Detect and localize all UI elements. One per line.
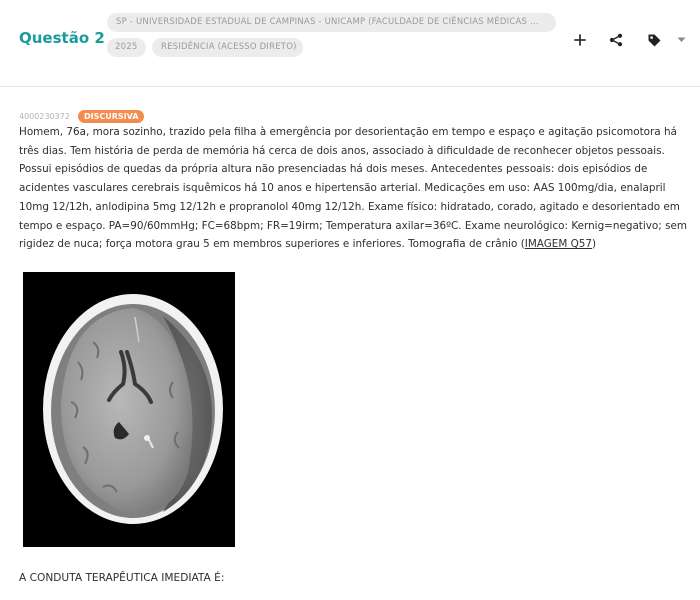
more-options-button[interactable] [671, 30, 691, 50]
share-button[interactable] [606, 30, 626, 50]
ct-scan-image[interactable] [23, 272, 235, 547]
question-header [0, 0, 700, 87]
share-icon [609, 33, 623, 47]
add-button[interactable] [570, 30, 590, 50]
statement-text: Homem, 76a, mora sozinho, trazido pela filha à emergência por desorientação em tempo e espaço e agitação psicomotora há três dias. Tem história de perda de memória há cerca de dois anos, associado à dificuldade de reconhecer objetos pessoais. Possui episódios de quedas da própria altura não presenciadas há dois meses. Antecedentes pessoais: dois episódios de acidentes vasculares cerebrais isquêmicos há 10 anos e hipertensão arterial. Medicações em uso: AAS 100mg/dia, enalapril 10mg 12/12h, anlodipina 5mg 12/12h e propranolol 40mg 12/12h. Exame físico: hidratado, corado, agitado e desorientado em tempo e espaço. PA=90/60mmHg; FC=68bpm; FR=19irm; Temperatura axilar=36ºC. Exame neurológico: Kernig=negativo; sem rigidez de nuca; força motora grau 5 em membros superiores e inferiores. Tomografia de crânio ( [19, 126, 688, 251]
statement-end: ) [592, 238, 597, 251]
image-link[interactable]: IMAGEM Q57 [524, 238, 593, 251]
chevron-down-icon [677, 37, 686, 43]
question-type-badge: DISCURSIVA [78, 110, 144, 123]
question-title: Questão 2 [19, 29, 105, 47]
exam-type-tag[interactable]: RESIDÊNCIA (ACESSO DIRETO) [152, 38, 303, 57]
year-tag[interactable]: 2025 [107, 38, 146, 57]
tag-icon [647, 33, 662, 48]
institution-tag[interactable]: SP - UNIVERSIDADE ESTADUAL DE CAMPINAS - UNICAMP (FACULDADE DE CIÊNCIAS MÉDICAS ... [107, 13, 556, 32]
question-statement [19, 123, 691, 254]
tag-button[interactable] [644, 30, 664, 50]
plus-icon [574, 34, 586, 46]
question-id: 4000230372 [19, 112, 70, 121]
question-prompt: A CONDUTA TERAPÊUTICA IMEDIATA É: [19, 572, 225, 584]
ct-scan-graphic [23, 272, 235, 547]
